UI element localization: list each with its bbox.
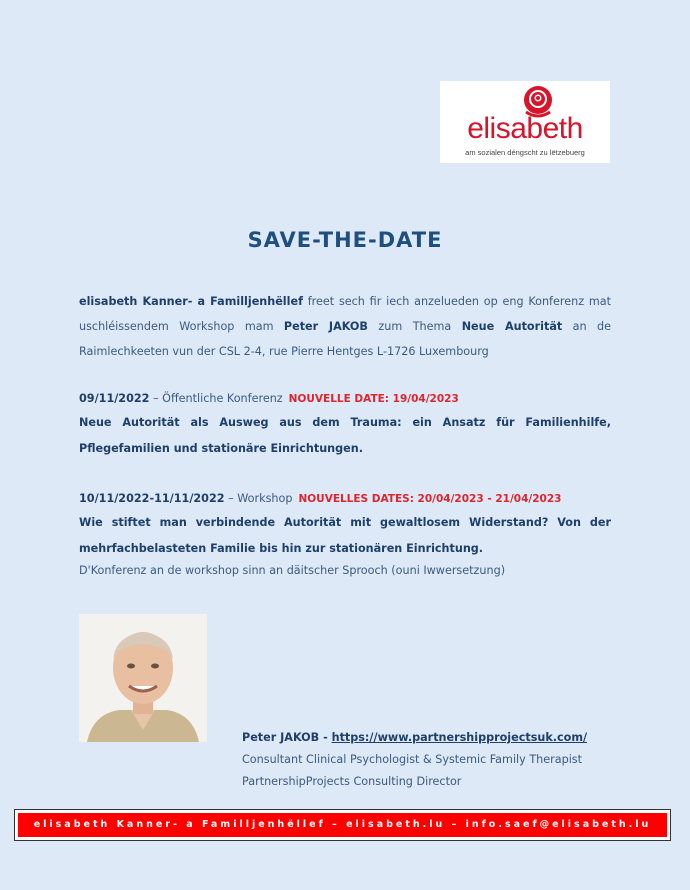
event2-description: Wie stiftet man verbindende Autorität mit gewaltlosem Widerstand? Von der mehrfachbelasteten Familie bis hin zur stationären Einrichtung. xyxy=(79,516,611,555)
event-workshop xyxy=(79,488,611,580)
event-conference xyxy=(79,388,611,462)
partnership-link[interactable]: https://www.partnershipprojectsuk.com/ xyxy=(331,731,588,744)
page-title: SAVE-THE-DATE xyxy=(247,228,443,252)
person-role: Consultant Clinical Psychologist & Systemic Family Therapist xyxy=(242,753,583,766)
intro-text-3: an de Raimlechkeeten vun der CSL 2-4, rue Pierre Hentges L-1726 Luxembourg xyxy=(79,320,612,358)
person-name: Peter JAKOB xyxy=(242,731,320,744)
org-name: elisabeth Kanner- a Familljenhëllef xyxy=(79,295,303,308)
speaker-contact xyxy=(242,727,587,793)
intro-text-1: freet sech fir iech anzelueden op eng Konferenz mat uschléissendem Workshop mam xyxy=(79,295,611,333)
speaker-photo xyxy=(79,614,207,742)
person-company: PartnershipProjects Consulting Director xyxy=(242,775,462,788)
logo-tagline: am sozialen déngscht zu lëtzebuerg xyxy=(465,148,585,157)
intro-paragraph xyxy=(79,289,611,364)
event2-new-date: NOUVELLES DATES: 20/04/2023 - 21/04/2023 xyxy=(298,493,562,505)
event1-type: – Öffentliche Konferenz xyxy=(149,392,283,405)
event2-type: – Workshop xyxy=(224,492,293,505)
footer-banner xyxy=(14,809,671,841)
person-separator: - xyxy=(319,731,332,744)
event2-date: 10/11/2022-11/11/2022 xyxy=(79,492,225,505)
event1-new-date: NOUVELLE DATE: 19/04/2023 xyxy=(288,393,459,405)
event1-description: Neue Autorität als Ausweg aus dem Trauma: ein Ansatz für Familienhilfe, Pflegefamilien und stationäre Einrichtungen. xyxy=(79,416,611,455)
topic-name: Neue Autorität xyxy=(461,320,563,333)
event1-date: 09/11/2022 xyxy=(79,392,150,405)
footer-text: elisabeth Kanner- a Familljenhëllef – elisabeth.lu – info.saef@elisabeth.lu xyxy=(18,813,667,837)
logo-brand: elisabeth xyxy=(467,112,583,145)
intro-text-2: zum Thema xyxy=(367,320,462,333)
speaker-name: Peter JAKOB xyxy=(283,320,368,333)
language-note: D'Konferenz an de workshop sinn an däitscher Sprooch (ouni Iwwersetzung) xyxy=(79,564,506,577)
elisabeth-logo xyxy=(440,81,610,163)
